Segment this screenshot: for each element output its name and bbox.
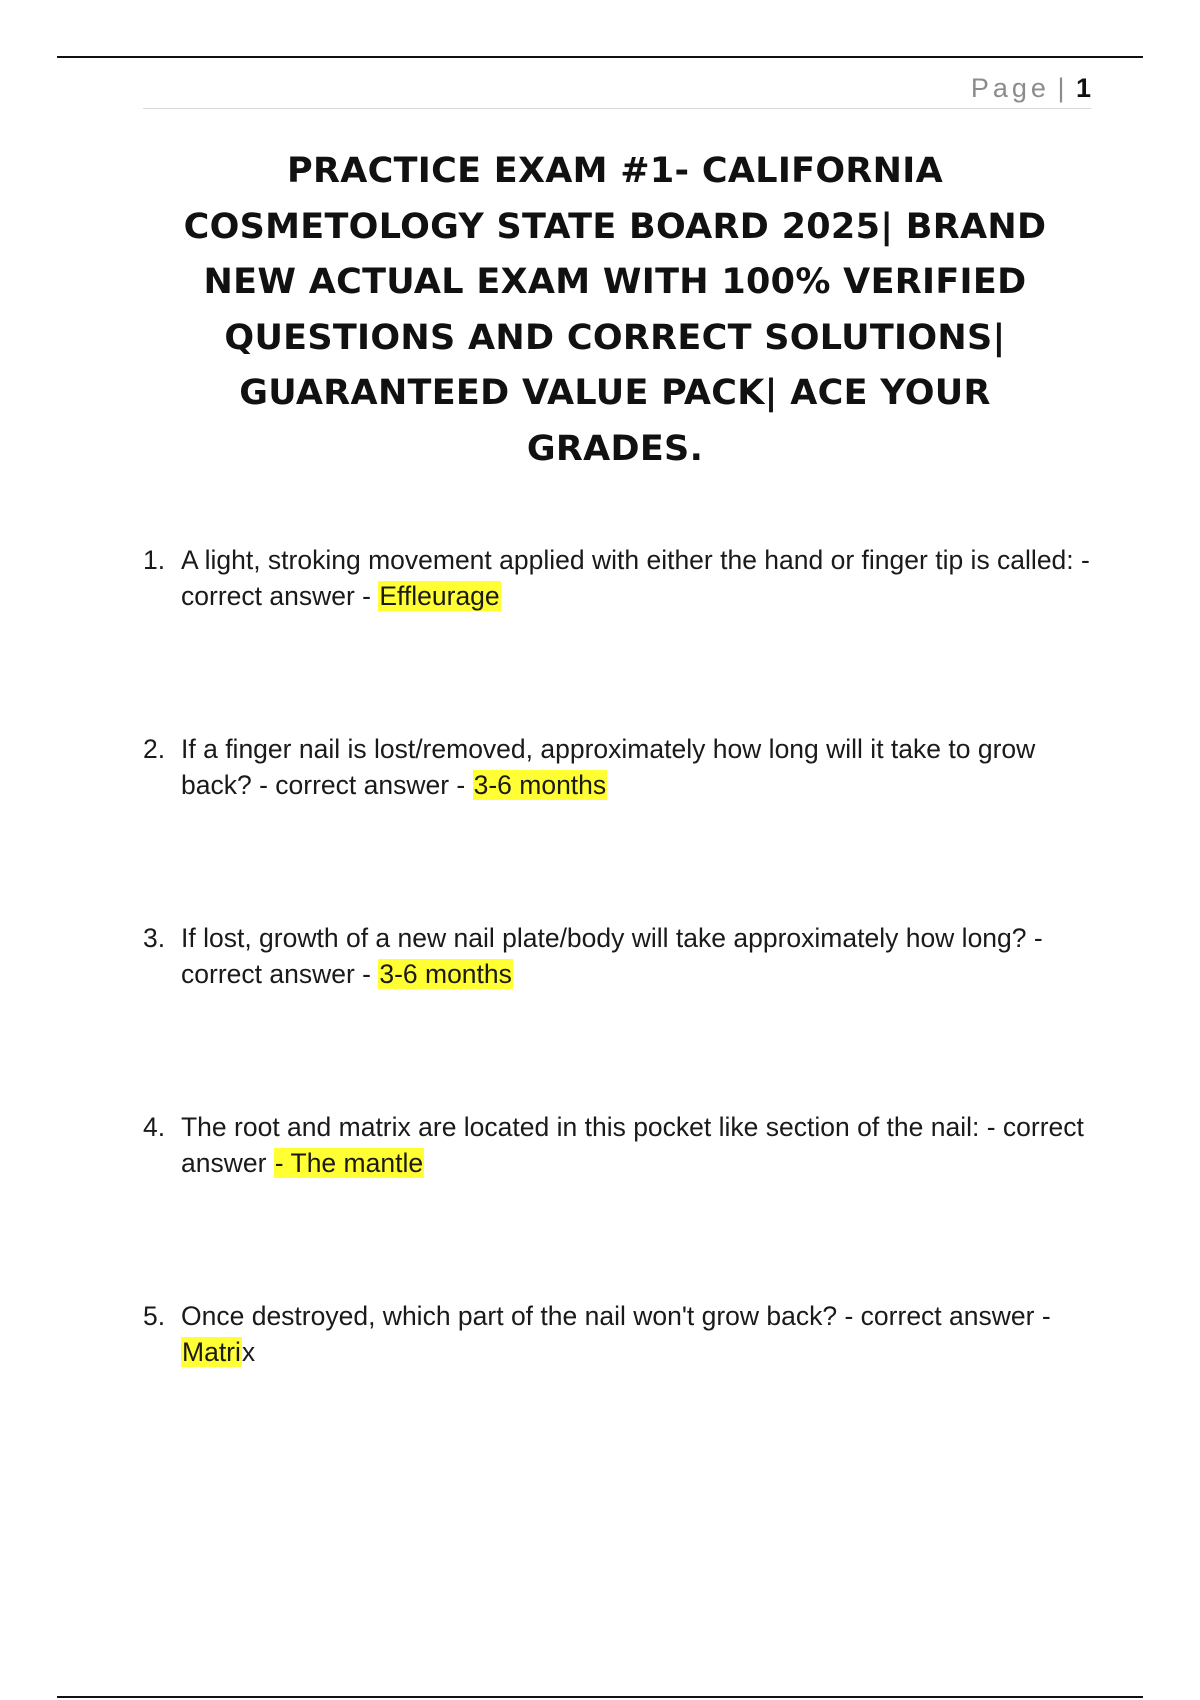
- question-item: [143, 920, 1103, 1109]
- question-body: [181, 1109, 1101, 1181]
- question-number: 1.: [143, 545, 166, 575]
- page-separator: |: [1057, 73, 1065, 103]
- answer-tail: x: [241, 1337, 256, 1367]
- question-number: 4.: [143, 1112, 166, 1142]
- question-number: 3.: [143, 923, 166, 953]
- question-text: Once destroyed, which part of the nail won't grow back? - correct answer -: [181, 1301, 1051, 1331]
- question-text: If a finger nail is lost/removed, approximately how long will it take to grow back? - correct answer -: [181, 734, 1036, 800]
- page-header: [143, 70, 1091, 109]
- question-text: If lost, growth of a new nail plate/body will take approximately how long? - correct answer -: [181, 923, 1043, 989]
- answer-highlight: 3-6 months: [473, 770, 607, 800]
- top-rule: [57, 56, 1143, 58]
- page-number: 1: [1075, 73, 1091, 103]
- bottom-rule: [57, 1696, 1143, 1698]
- question-item: [143, 731, 1103, 920]
- question-body: [181, 731, 1101, 803]
- question-body: [181, 1298, 1101, 1370]
- answer-highlight: 3-6 months: [379, 959, 512, 989]
- question-item: [143, 1298, 1103, 1487]
- question-body: [181, 920, 1101, 992]
- question-text: A light, stroking movement applied with either the hand or finger tip is called: - correct answer -: [181, 545, 1090, 611]
- answer-highlight: Effleurage: [379, 581, 500, 611]
- question-list: [143, 542, 1103, 1487]
- page-label: Page: [970, 73, 1050, 103]
- question-item: [143, 542, 1103, 731]
- question-body: [181, 542, 1101, 614]
- question-item: [143, 1109, 1103, 1298]
- question-number: 5.: [143, 1301, 166, 1331]
- answer-highlight: Matri: [182, 1337, 241, 1367]
- document-title: PRACTICE EXAM #1- CALIFORNIA COSMETOLOGY STATE BOARD 2025| BRAND NEW ACTUAL EXAM WITH 100% VERIFIED QUESTIONS AND CORRECT SOLUTIONS| GUARANTEED VALUE PACK| ACE YOUR GRADES.: [183, 151, 1047, 469]
- question-text: The root and matrix are located in this pocket like section of the nail: - correct answer: [181, 1112, 1084, 1178]
- question-number: 2.: [143, 734, 166, 764]
- answer-highlight: - The mantle: [274, 1148, 424, 1178]
